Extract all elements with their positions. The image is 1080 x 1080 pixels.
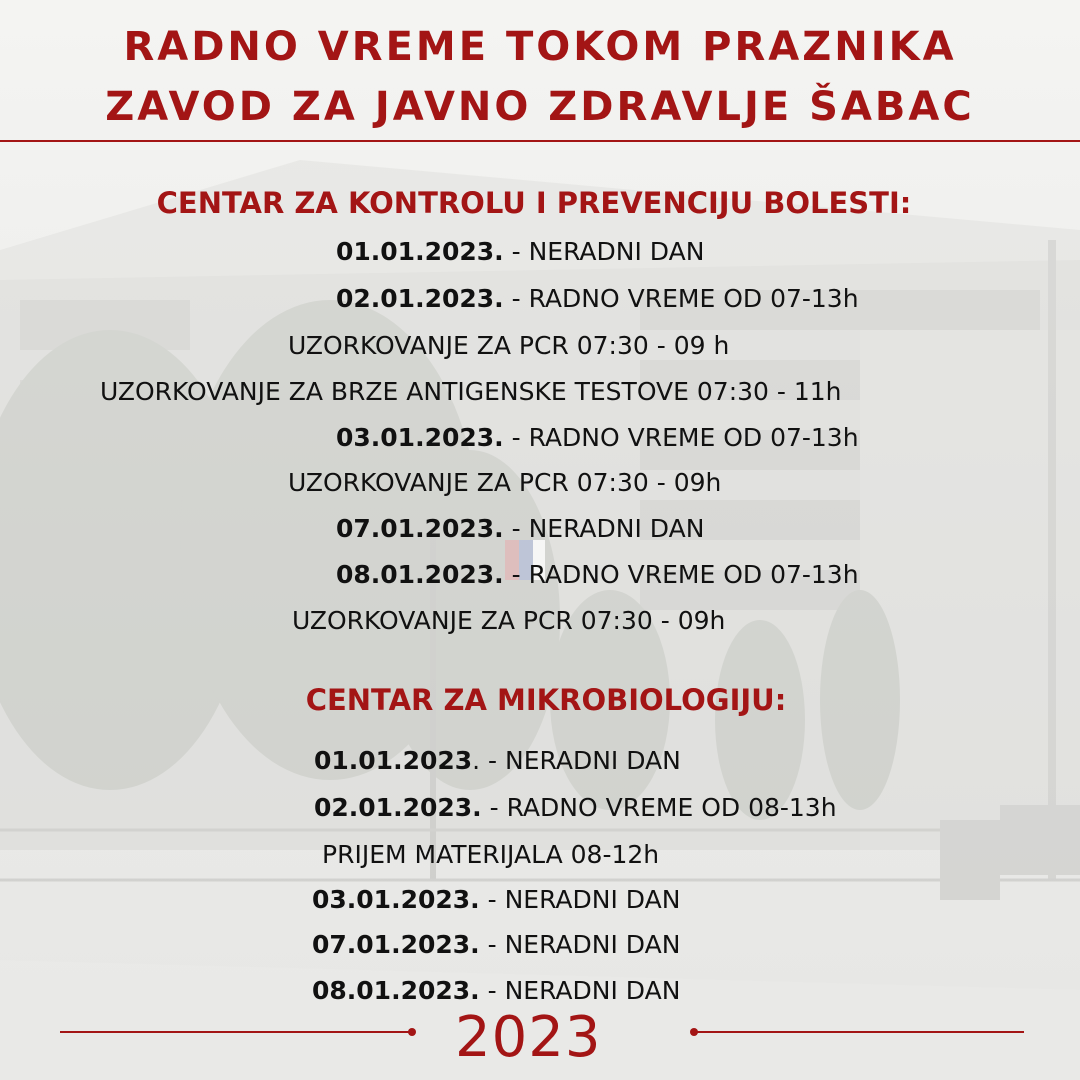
schedule-text: - RADNO VREME OD 07-13h <box>503 284 859 313</box>
schedule-date: 03.01.2023. <box>312 885 480 914</box>
footer-year: 2023 <box>455 1005 602 1070</box>
schedule-text: . - NERADNI DAN <box>472 746 681 775</box>
schedule-line <box>336 236 704 268</box>
schedule-line <box>288 330 729 362</box>
schedule-line <box>314 745 681 777</box>
footer-dot-left <box>408 1028 416 1036</box>
schedule-line <box>292 605 725 637</box>
schedule-date: 02.01.2023. <box>314 793 482 822</box>
title-line-2: ZAVOD ZA JAVNO ZDRAVLJE ŠABAC <box>105 84 975 130</box>
schedule-text: UZORKOVANJE ZA PCR 07:30 - 09h <box>292 606 726 635</box>
schedule-line <box>312 975 680 1007</box>
schedule-date: 01.01.2023 <box>314 746 473 775</box>
schedule-line <box>288 467 721 499</box>
section-heading-microbiology: CENTAR ZA MIKROBIOLOGIJU: <box>305 683 787 717</box>
schedule-line <box>314 792 837 824</box>
header-divider <box>0 140 1080 142</box>
schedule-text: UZORKOVANJE ZA PCR 07:30 - 09h <box>288 468 722 497</box>
schedule-text: - RADNO VREME OD 07-13h <box>503 423 859 452</box>
schedule-date: 08.01.2023. <box>336 560 504 589</box>
schedule-date: 07.01.2023. <box>336 514 504 543</box>
schedule-line <box>322 839 659 871</box>
schedule-date: 03.01.2023. <box>336 423 504 452</box>
title-line-1: RADNO VREME TOKOM PRAZNIKA <box>123 24 957 70</box>
schedule-text: UZORKOVANJE ZA PCR 07:30 - 09 h <box>288 331 730 360</box>
schedule-line <box>336 283 859 315</box>
schedule-text: - RADNO VREME OD 08-13h <box>481 793 837 822</box>
schedule-date: 01.01.2023. <box>336 237 504 266</box>
schedule-date: 02.01.2023. <box>336 284 504 313</box>
schedule-line <box>336 422 859 454</box>
schedule-line <box>336 559 859 591</box>
footer-divider-left <box>60 1031 412 1033</box>
schedule-line <box>312 884 680 916</box>
schedule-text: PRIJEM MATERIJALA 08-12h <box>322 840 660 869</box>
schedule-line <box>100 376 842 408</box>
schedule-text: - NERADNI DAN <box>479 930 681 959</box>
schedule-text: - NERADNI DAN <box>479 976 681 1005</box>
section-heading-disease-control: CENTAR ZA KONTROLU I PREVENCIJU BOLESTI: <box>156 186 912 220</box>
schedule-date: 07.01.2023. <box>312 930 480 959</box>
schedule-line <box>312 929 680 961</box>
schedule-text: - RADNO VREME OD 07-13h <box>503 560 859 589</box>
schedule-date: 08.01.2023. <box>312 976 480 1005</box>
schedule-text: - NERADNI DAN <box>503 514 705 543</box>
schedule-text: - NERADNI DAN <box>479 885 681 914</box>
schedule-text: UZORKOVANJE ZA BRZE ANTIGENSKE TESTOVE 07:30 - 11h <box>100 377 842 406</box>
schedule-line <box>336 513 704 545</box>
footer-divider-right <box>694 1031 1024 1033</box>
schedule-text: - NERADNI DAN <box>503 237 705 266</box>
